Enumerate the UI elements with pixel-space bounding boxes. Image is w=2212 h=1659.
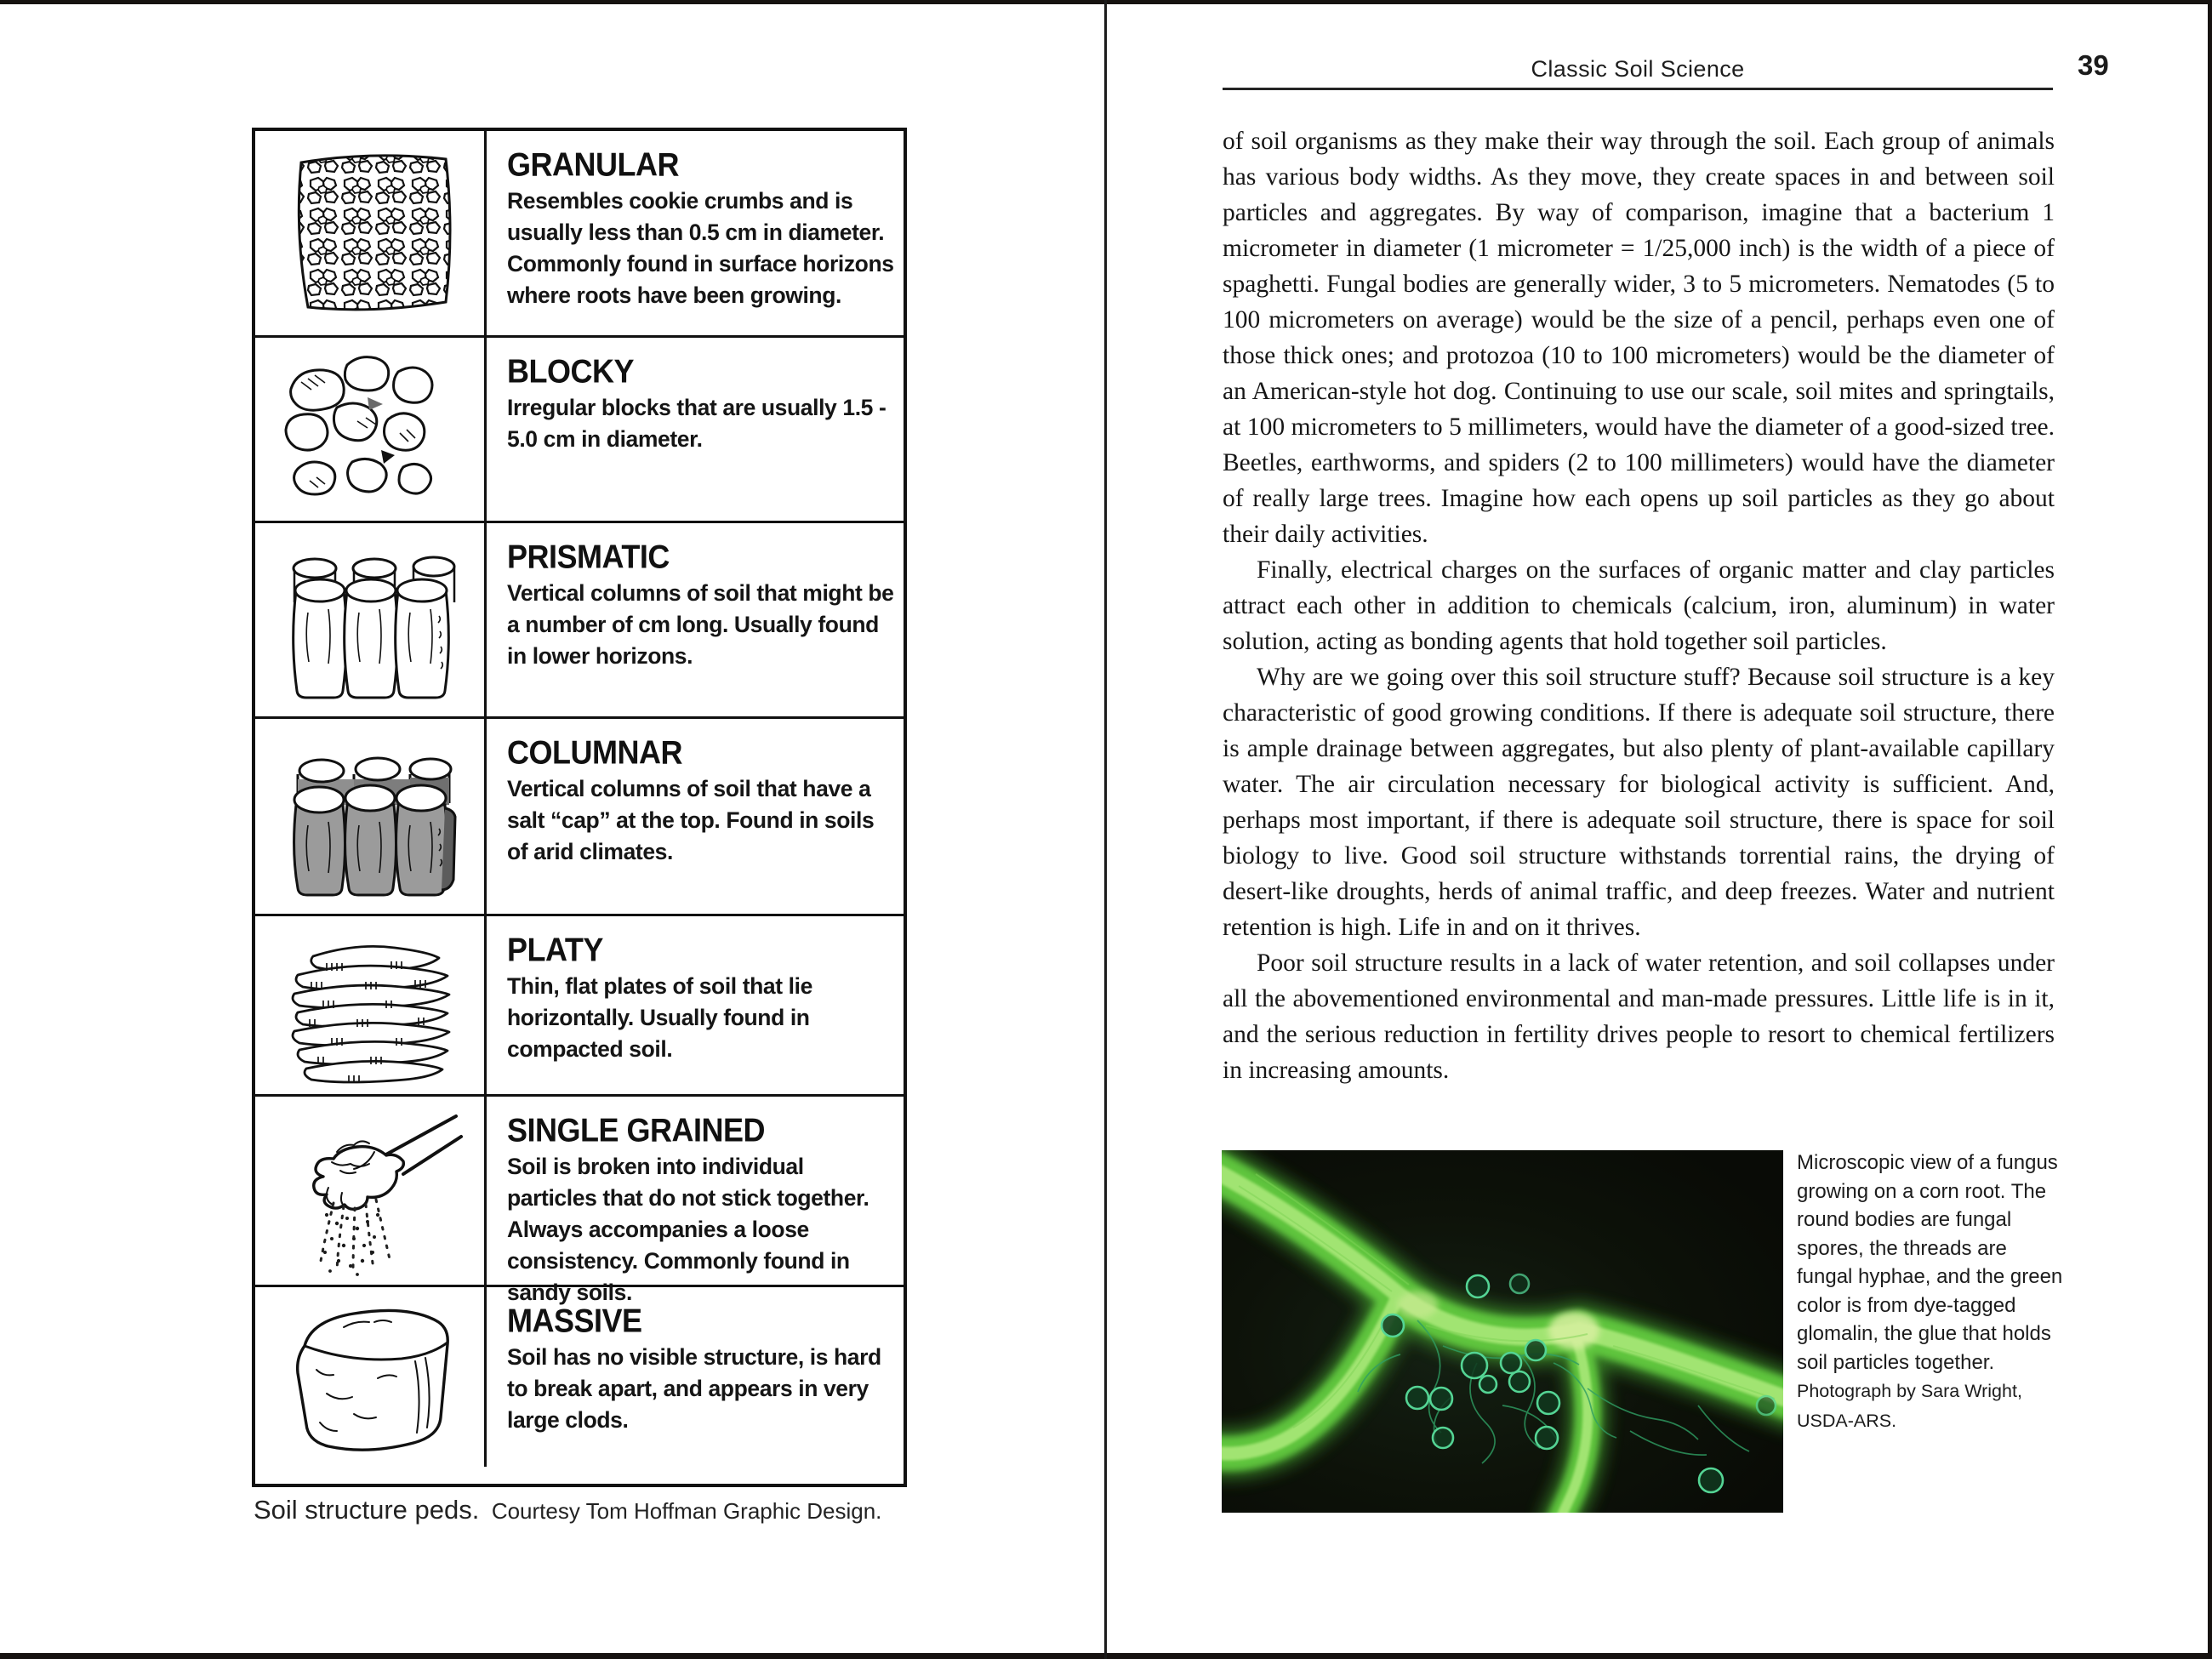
table-row-platy [255, 914, 904, 1094]
platy-text-cell [487, 916, 904, 1094]
columnar-peds-illustration [271, 727, 469, 907]
page-number: 39 [2078, 49, 2109, 81]
ped-description: Thin, flat plates of soil that lie horizontally. Usually found in compacted soil. [507, 972, 812, 1062]
ped-description: Soil is broken into individual particles that do not stick together. Always accompanies a loose consistency. Commonly found in sandy soils. [507, 1153, 869, 1305]
ped-description: Vertical columns of soil that might be a number of cm long. Usually found in lower horizons. [507, 579, 894, 669]
prismatic-illustration-cell [255, 523, 487, 716]
blocky-peds-illustration [271, 345, 469, 515]
ped-description: Resembles cookie crumbs and is usually less than 0.5 cm in diameter. Commonly found in surface horizons where roots have been growing. [507, 187, 894, 308]
running-header-title: Classic Soil Science [1531, 56, 1745, 82]
table-row-single-grained [255, 1094, 904, 1305]
massive-peds-illustration [271, 1293, 469, 1462]
table-caption-credit: Courtesy Tom Hoffman Graphic Design. [491, 1498, 882, 1524]
fungus-micrograph-graphic [1222, 1150, 1783, 1513]
figure-caption-credit: Photograph by Sara Wright, USDA-ARS. [1797, 1381, 2022, 1431]
single-grained-text-cell [487, 1097, 904, 1305]
table-row-blocky [255, 335, 904, 521]
platy-peds-illustration [271, 922, 469, 1089]
single-grained-illustration-cell [255, 1097, 487, 1285]
ped-title: PLATY [507, 930, 603, 969]
body-paragraph-2: Finally, electrical charges on the surfaces of organic matter and clay particles attract each other in addition to chemicals (calcium, iron, aluminum) in water solution, acting as bonding agents that hold together soil particles. [1223, 556, 2055, 655]
body-text [1223, 123, 2055, 1088]
blocky-illustration-cell [255, 338, 487, 521]
ped-title: MASSIVE [507, 1301, 642, 1340]
massive-text-cell [487, 1287, 904, 1467]
table-caption-text: Soil structure peds. [254, 1495, 480, 1525]
prismatic-peds-illustration [271, 531, 469, 710]
body-paragraph-1: of soil organisms as they make their way through the soil. Each group of animals has various body widths. As they move, they create spaces in and between soil particles and aggregates. By way of comparison, imagine that a bacterium 1 micrometer in diameter (1 micrometer = 1/25,000 inch) is the width of a piece of spaghetti. Fungal bodies are generally wider, 3 to 5 micrometers. Nematodes (5 to 100 micrometers on average) would be the size of a pencil, perhaps even one of those thick ones; and protozoa (10 to 100 micrometers) would be the diameter of an American-style hot dog. Continuing to use our scale, soil mites and springtails, at 100 micrometers to 5 millimeters, would have the diameter of a good-sized tree. Beetles, earthworms, and spiders (2 to 100 millimeters) would have the diameter of really large trees. Imagine how each opens up soil particles as they go about their daily activities. [1223, 128, 2055, 548]
table-row-columnar [255, 716, 904, 914]
page-right-edge [2208, 0, 2212, 1659]
ped-title: PRISMATIC [507, 537, 670, 576]
table-row-granular [255, 131, 904, 335]
ped-title: GRANULAR [507, 145, 679, 184]
granular-text-cell [487, 131, 904, 335]
fungus-micrograph-photo [1222, 1150, 1783, 1513]
table-row-massive [255, 1285, 904, 1467]
columnar-illustration-cell [255, 719, 487, 914]
platy-illustration-cell [255, 916, 487, 1094]
soil-structure-table [252, 128, 907, 1487]
prismatic-text-cell [487, 523, 904, 716]
granular-illustration-cell [255, 131, 487, 335]
ped-title: COLUMNAR [507, 733, 682, 772]
table-caption [254, 1495, 1070, 1525]
single-grained-peds-illustration [271, 1103, 469, 1280]
ped-title: SINGLE GRAINED [507, 1110, 766, 1149]
figure-caption [1797, 1149, 2064, 1435]
figure-caption-text: Microscopic view of a fungus growing on a corn root. The round bodies are fungal spores, the threads are fungal hyphae, and the green color is from dye-tagged glomalin, the glue that holds soil particles together. [1797, 1151, 2063, 1374]
body-paragraph-4: Poor soil structure results in a lack of water retention, and soil collapses under all the abovementioned environmental and man-made pressures. Little life is in it, and the serious reduction in fertility drives people to resort to chemical fertilizers in increasing amounts. [1223, 949, 2055, 1084]
page-gutter-divider [1104, 0, 1107, 1659]
ped-title: BLOCKY [507, 351, 634, 391]
columnar-text-cell [487, 719, 904, 914]
ped-description: Soil has no visible structure, is hard to break apart, and appears in very large clods. [507, 1343, 881, 1433]
ped-description: Irregular blocks that are usually 1.5 - 5.0 cm in diameter. [507, 394, 887, 452]
ped-description: Vertical columns of soil that have a salt “cap” at the top. Found in soils of arid climates. [507, 775, 875, 864]
blocky-text-cell [487, 338, 904, 521]
header-rule [1223, 88, 2053, 90]
granular-peds-illustration [271, 145, 469, 321]
table-row-prismatic [255, 521, 904, 716]
massive-illustration-cell [255, 1287, 487, 1467]
body-paragraph-3: Why are we going over this soil structure stuff? Because soil structure is a key characteristic of good growing conditions. If there is adequate soil structure, there is ample drainage between aggregates, but also plenty of plant-available capillary water. The air circulation necessary for biological activity is sufficient. And, perhaps most important, if there is adequate soil structure, there is space for soil biology to live. Good soil structure withstands torrential rains, the drying of desert-like droughts, herds of animal traffic, and deep freezes. Water and nutrient retention is high. Life in and on it thrives. [1223, 664, 2055, 941]
